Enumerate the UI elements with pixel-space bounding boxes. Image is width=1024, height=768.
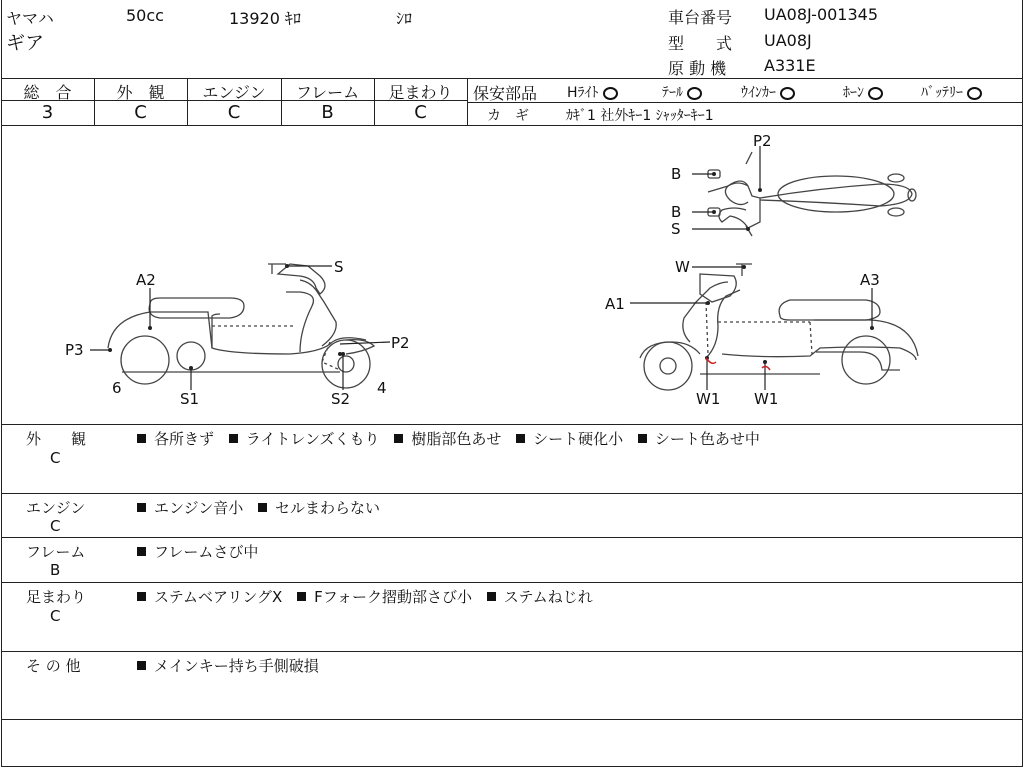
engine-model-label: 原 動 機 bbox=[668, 59, 727, 78]
bullet-square-icon bbox=[137, 661, 146, 670]
right-w-label: W bbox=[675, 258, 690, 276]
remark-item: メインキー持ち手側破損 bbox=[154, 657, 319, 675]
remark-grade-exterior: C bbox=[50, 449, 61, 467]
frame-number-label: 車台番号 bbox=[668, 8, 733, 27]
key-label: カ ギ bbox=[487, 108, 529, 124]
frame-number: UA08J-001345 bbox=[764, 5, 879, 24]
right-a3-label: A3 bbox=[860, 271, 880, 289]
type-value: UA08J bbox=[764, 31, 812, 50]
marker-dots bbox=[108, 172, 874, 370]
bullet-square-icon bbox=[394, 434, 403, 443]
bullet-square-icon bbox=[137, 592, 146, 601]
top-b-label-2: B bbox=[671, 203, 682, 221]
remark-item: 樹脂部色あせ bbox=[411, 430, 502, 448]
remark-item: ステムベアリングX bbox=[154, 588, 283, 606]
remark-items-other bbox=[137, 655, 329, 676]
winker-check bbox=[741, 82, 795, 102]
remarks-line-4 bbox=[1, 651, 1022, 652]
battery-label: ﾊﾞｯﾃﾘｰ bbox=[921, 85, 963, 101]
right-a1-label: A1 bbox=[605, 295, 625, 313]
left-6-label: 6 bbox=[112, 379, 122, 397]
remark-items-exterior bbox=[137, 428, 770, 449]
top-s-label: S bbox=[671, 220, 681, 238]
left-s-label: S bbox=[334, 258, 344, 276]
bullet-square-icon bbox=[638, 434, 647, 443]
tail-label: ﾃｰﾙ bbox=[662, 85, 683, 101]
remark-item: ライトレンズくもり bbox=[245, 430, 380, 448]
horn-label: ﾎｰﾝ bbox=[843, 85, 864, 101]
suspension-label: 足まわり bbox=[388, 83, 453, 102]
bullet-square-icon bbox=[487, 592, 496, 601]
remark-grade-engine: C bbox=[50, 517, 61, 535]
frame-grade: B bbox=[321, 102, 334, 123]
red-marks bbox=[706, 358, 770, 370]
exterior-label: 外 観 bbox=[116, 83, 165, 102]
bullet-square-icon bbox=[137, 547, 146, 556]
remark-item: Fフォーク摺動部さび小 bbox=[314, 588, 472, 606]
remark-item: ステムねじれ bbox=[503, 588, 593, 606]
headlight-check bbox=[567, 82, 618, 102]
remark-item: セルまわらない bbox=[275, 499, 381, 517]
left-a2-label: A2 bbox=[136, 271, 156, 289]
remarks-top-line bbox=[1, 424, 1022, 425]
remark-title-exterior: 外 観 bbox=[26, 430, 87, 448]
remark-item: エンジン音小 bbox=[154, 499, 244, 517]
top-view-scooter bbox=[708, 152, 916, 236]
left-s1-label: S1 bbox=[180, 390, 200, 408]
left-p2-label: P2 bbox=[391, 334, 410, 352]
remarks-line-1 bbox=[1, 493, 1022, 494]
remark-item: 各所きず bbox=[154, 430, 215, 448]
remark-items-suspension bbox=[137, 586, 603, 607]
remark-title-other: そ の 他 bbox=[26, 657, 81, 675]
left-s2-label: S2 bbox=[331, 390, 351, 408]
remark-grade-frame: B bbox=[50, 561, 61, 579]
top-p2-label: P2 bbox=[753, 132, 772, 150]
remark-item: シート色あせ中 bbox=[654, 430, 760, 448]
horn-ok-icon bbox=[868, 87, 883, 100]
bullet-square-icon bbox=[137, 434, 146, 443]
headlight-label: Hﾗｲﾄ bbox=[567, 85, 599, 101]
bullet-square-icon bbox=[297, 592, 306, 601]
remark-item: シート硬化小 bbox=[533, 430, 624, 448]
mileage: 13920 ｷﾛ bbox=[229, 9, 301, 28]
key-text: ｶｷﾞ1 社外ｷｰ1 ｼｬｯﾀｰｷｰ1 bbox=[566, 108, 714, 124]
type-label: 型 式 bbox=[668, 34, 733, 53]
remark-items-frame bbox=[137, 541, 268, 562]
suspension-grade: C bbox=[414, 102, 427, 123]
winker-ok-icon bbox=[780, 87, 795, 100]
bullet-square-icon bbox=[137, 503, 146, 512]
scooter-diagram bbox=[0, 126, 1024, 424]
safety-label: 保安部品 bbox=[473, 84, 538, 103]
maker: ヤマハ bbox=[6, 9, 54, 28]
right-w1-label-2: W1 bbox=[754, 390, 779, 408]
engine-model-value: A331E bbox=[764, 56, 816, 75]
grade-top-line bbox=[1, 78, 1022, 79]
remark-item: フレームさび中 bbox=[154, 543, 259, 561]
top-b-label-1: B bbox=[671, 165, 682, 183]
grade-col-5 bbox=[467, 78, 468, 125]
model-name: ギア bbox=[6, 32, 45, 54]
remark-title-suspension: 足まわり bbox=[26, 588, 87, 606]
safety-mid-line bbox=[468, 102, 1022, 103]
leader-lines bbox=[90, 146, 872, 390]
overall-label: 総 合 bbox=[23, 83, 72, 102]
battery-ok-icon bbox=[967, 87, 982, 100]
horn-check bbox=[843, 82, 883, 102]
remarks-line-2 bbox=[1, 537, 1022, 538]
right-w1-label-1: W1 bbox=[696, 390, 721, 408]
overall-grade: 3 bbox=[41, 102, 54, 123]
tail-check bbox=[662, 82, 702, 102]
remark-grade-suspension: C bbox=[50, 607, 61, 625]
bullet-square-icon bbox=[516, 434, 525, 443]
tail-ok-icon bbox=[687, 87, 702, 100]
winker-label: ｳｲﾝｶｰ bbox=[741, 85, 776, 101]
remarks-line-5 bbox=[1, 719, 1022, 720]
battery-check bbox=[921, 82, 982, 102]
displacement: 50cc bbox=[126, 6, 164, 25]
color: ｼﾛ bbox=[396, 9, 413, 28]
exterior-grade: C bbox=[134, 102, 147, 123]
bullet-square-icon bbox=[258, 503, 267, 512]
left-p3-label: P3 bbox=[65, 341, 84, 359]
engine-grade: C bbox=[227, 102, 241, 123]
left-4-label: 4 bbox=[377, 379, 387, 397]
remark-title-engine: エンジン bbox=[26, 499, 86, 517]
remark-items-engine bbox=[137, 497, 390, 518]
headlight-ok-icon bbox=[603, 87, 618, 100]
remarks-line-3 bbox=[1, 582, 1022, 583]
frame-label: フレーム bbox=[295, 83, 360, 102]
bullet-square-icon bbox=[229, 434, 238, 443]
remark-title-frame: フレーム bbox=[26, 543, 86, 561]
engine-label: エンジン bbox=[202, 83, 266, 102]
